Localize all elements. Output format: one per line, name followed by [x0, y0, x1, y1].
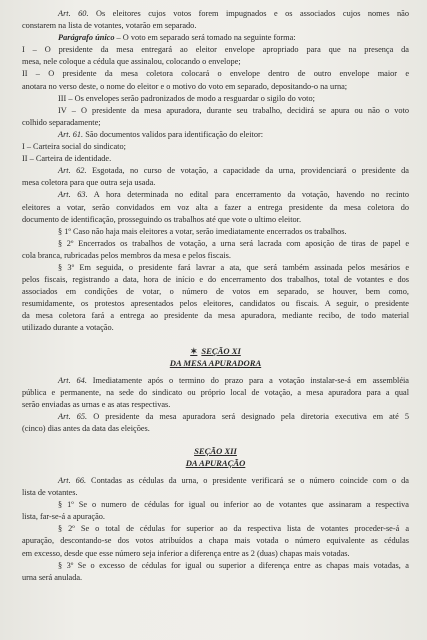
- item-line: colhido separadamente;: [22, 117, 101, 127]
- art62-line-2: mesa coletora para que outra seja usada.: [22, 178, 156, 188]
- section-12-title: SEÇÃO XII: [194, 446, 237, 456]
- art66-line-2: lista de votantes.: [22, 488, 78, 498]
- art63-paragraph-2a: § 2º Encerrados os trabalhos de votação, a urna será lacrada com aposição de tiras de papel e: [58, 238, 409, 248]
- section-11-subtitle: DA MESA APURADORA: [169, 357, 262, 368]
- item-line: mesa, nele coloque a cédula que assinalou, colocando o envelope;: [22, 57, 241, 67]
- article-label: Art. 61.: [58, 129, 84, 139]
- star-icon: ✶: [190, 345, 198, 356]
- art66-line-1: Art. 66. Contadas as cédulas da urna, o presidente verificará se o número coincide com o da: [58, 476, 409, 485]
- art66-paragraph-2-line: apuração, descontando-se dos votos atribuídos a chapa mais votada o número equivalente as cédulas: [22, 536, 409, 546]
- art61-line-1: Art. 61. São documentos validos para identificação do eleitor:: [58, 129, 264, 139]
- article-label: Art. 63.: [58, 190, 88, 200]
- article-label: Art. 60.: [58, 9, 89, 18]
- art63-paragraph-3-line: associados em condições de votar, o número de votos em separado, se houver, bem como,: [22, 287, 409, 297]
- art63-paragraph-3-line: resumidamente, os protestos apresentados pelos eleitores, candidatos ou fiscais. A seguir, o presidente: [22, 299, 409, 309]
- art66-paragraph-1b: lista, far-se-á a apuração.: [22, 512, 105, 522]
- art63-line-3: documento de identificação, prosseguindo os trabalhos até que vote o ultimo eleitor.: [22, 214, 302, 224]
- art63-paragraph-3-line: pelos fiscais, registrando a data, hora de início e do encerramento dos trabalhos, total de votantes e dos: [22, 275, 409, 285]
- art60-line-2: constarem na lista de votantes, votarão em separado.: [22, 21, 197, 31]
- art66-paragraph-2-line: em excesso, desde que esse número seja inferior a diferença entre as 2 (duas) chapas mais votadas.: [22, 548, 350, 558]
- art63-paragraph-3-line: utilizado durante a votação.: [22, 323, 114, 333]
- art66-paragraph-1a: § 1º Se o numero de cédulas for igual ou inferior ao de votantes que assinaram a respectiva: [58, 500, 409, 510]
- art65-line-1: Art. 65. O presidente da mesa apuradora será designado pela diretoria executiva em até 5: [58, 411, 409, 421]
- section-11-title: ✶ SEÇÃO XI: [190, 345, 241, 356]
- item-line: IV – O presidente da mesa apuradora, durante seu trabalho, decidirá se apura ou não o voto: [58, 105, 409, 115]
- art66-paragraph-2-line: § 2º Se o total de cédulas for superior ao da respectiva lista de votantes proceder-se-á a: [58, 524, 409, 534]
- section-spacer: [22, 435, 409, 445]
- item-line: I – Carteira social do sindicato;: [22, 142, 126, 152]
- item-line: III – Os envelopes serão padronizados de modo a resguardar o sigilo do voto;: [58, 93, 315, 103]
- article-label: Art. 62.: [58, 166, 87, 176]
- section-12-subtitle: DA APURAÇÃO: [185, 458, 246, 468]
- item-line: II – Carteira de identidade.: [22, 154, 112, 164]
- art64-line-2: pública e permanente, na sede do sindicato ou próprio local de votação, a mesa apuradora para a qual: [22, 387, 409, 397]
- art60-line-1: Art. 60. Os eleitores cujos votos forem impugnados e os associados cujos nomes não: [58, 9, 409, 18]
- art63-line-1: Art. 63. A hora determinada no edital para encerramento da votação, havendo no recinto: [58, 190, 409, 200]
- art66-paragraph-3a: § 3º Se o excesso de cédulas for igual ou superior a diferença entre as chapas mais votadas, a: [58, 560, 409, 570]
- item-line: II – O presidente da mesa coletora colocará o envelope dentro de outro envelope maior e: [22, 69, 409, 79]
- art64-line-3: serão enviadas as urnas e as atas respectivas.: [22, 399, 171, 409]
- item-line: anotara no verso deste, o nome do eleitor e o motivo do voto em separado, depositando-o na urna;: [22, 81, 348, 91]
- article-label: Art. 66.: [58, 476, 87, 485]
- art63-paragraph-1: § 1º Caso não haja mais eleitores a votar, serão imediatamente encerrados os trabalhos.: [58, 226, 347, 236]
- art63-paragraph-2b: cola branca, rubricadas pelos membros da mesa e pelos fiscais.: [22, 250, 231, 260]
- article-label: Art. 64.: [58, 375, 87, 385]
- art66-paragraph-3b: urna será anulada.: [22, 572, 83, 582]
- art65-line-2: (cinco) dias antes da data das eleições.: [22, 423, 150, 433]
- section-spacer: [22, 335, 409, 345]
- art63-paragraph-3-line: da mesa coletora fará a entrega ao presidente da mesa apuradora, mediante recibo, de todo material: [22, 311, 409, 321]
- art63-line-2: eleitores a votar, serão convidados em voz alta a fazer a entrega presidente da mesa coletora do: [22, 202, 409, 212]
- item-line: I – O presidente da mesa entregará ao eleitor envelope apropriado para que na presença da: [22, 45, 409, 55]
- paragrafo-unico-line: Parágrafo único – O voto em separado será tomado na seguinte forma:: [58, 33, 296, 43]
- art62-line-1: Art. 62. Esgotada, no curso de votação, a capacidade da urna, providenciará o presidente da: [58, 166, 409, 176]
- paragraph-label: Parágrafo único: [58, 33, 115, 43]
- art64-line-1: Art. 64. Imediatamente após o termino do prazo para a votação instalar-se-á em assembléia: [58, 375, 409, 385]
- art63-paragraph-3-line: § 3º Em seguida, o presidente fará lavrar a ata, que será também assinada pelos mesários e: [58, 262, 409, 272]
- article-label: Art. 65.: [58, 411, 88, 421]
